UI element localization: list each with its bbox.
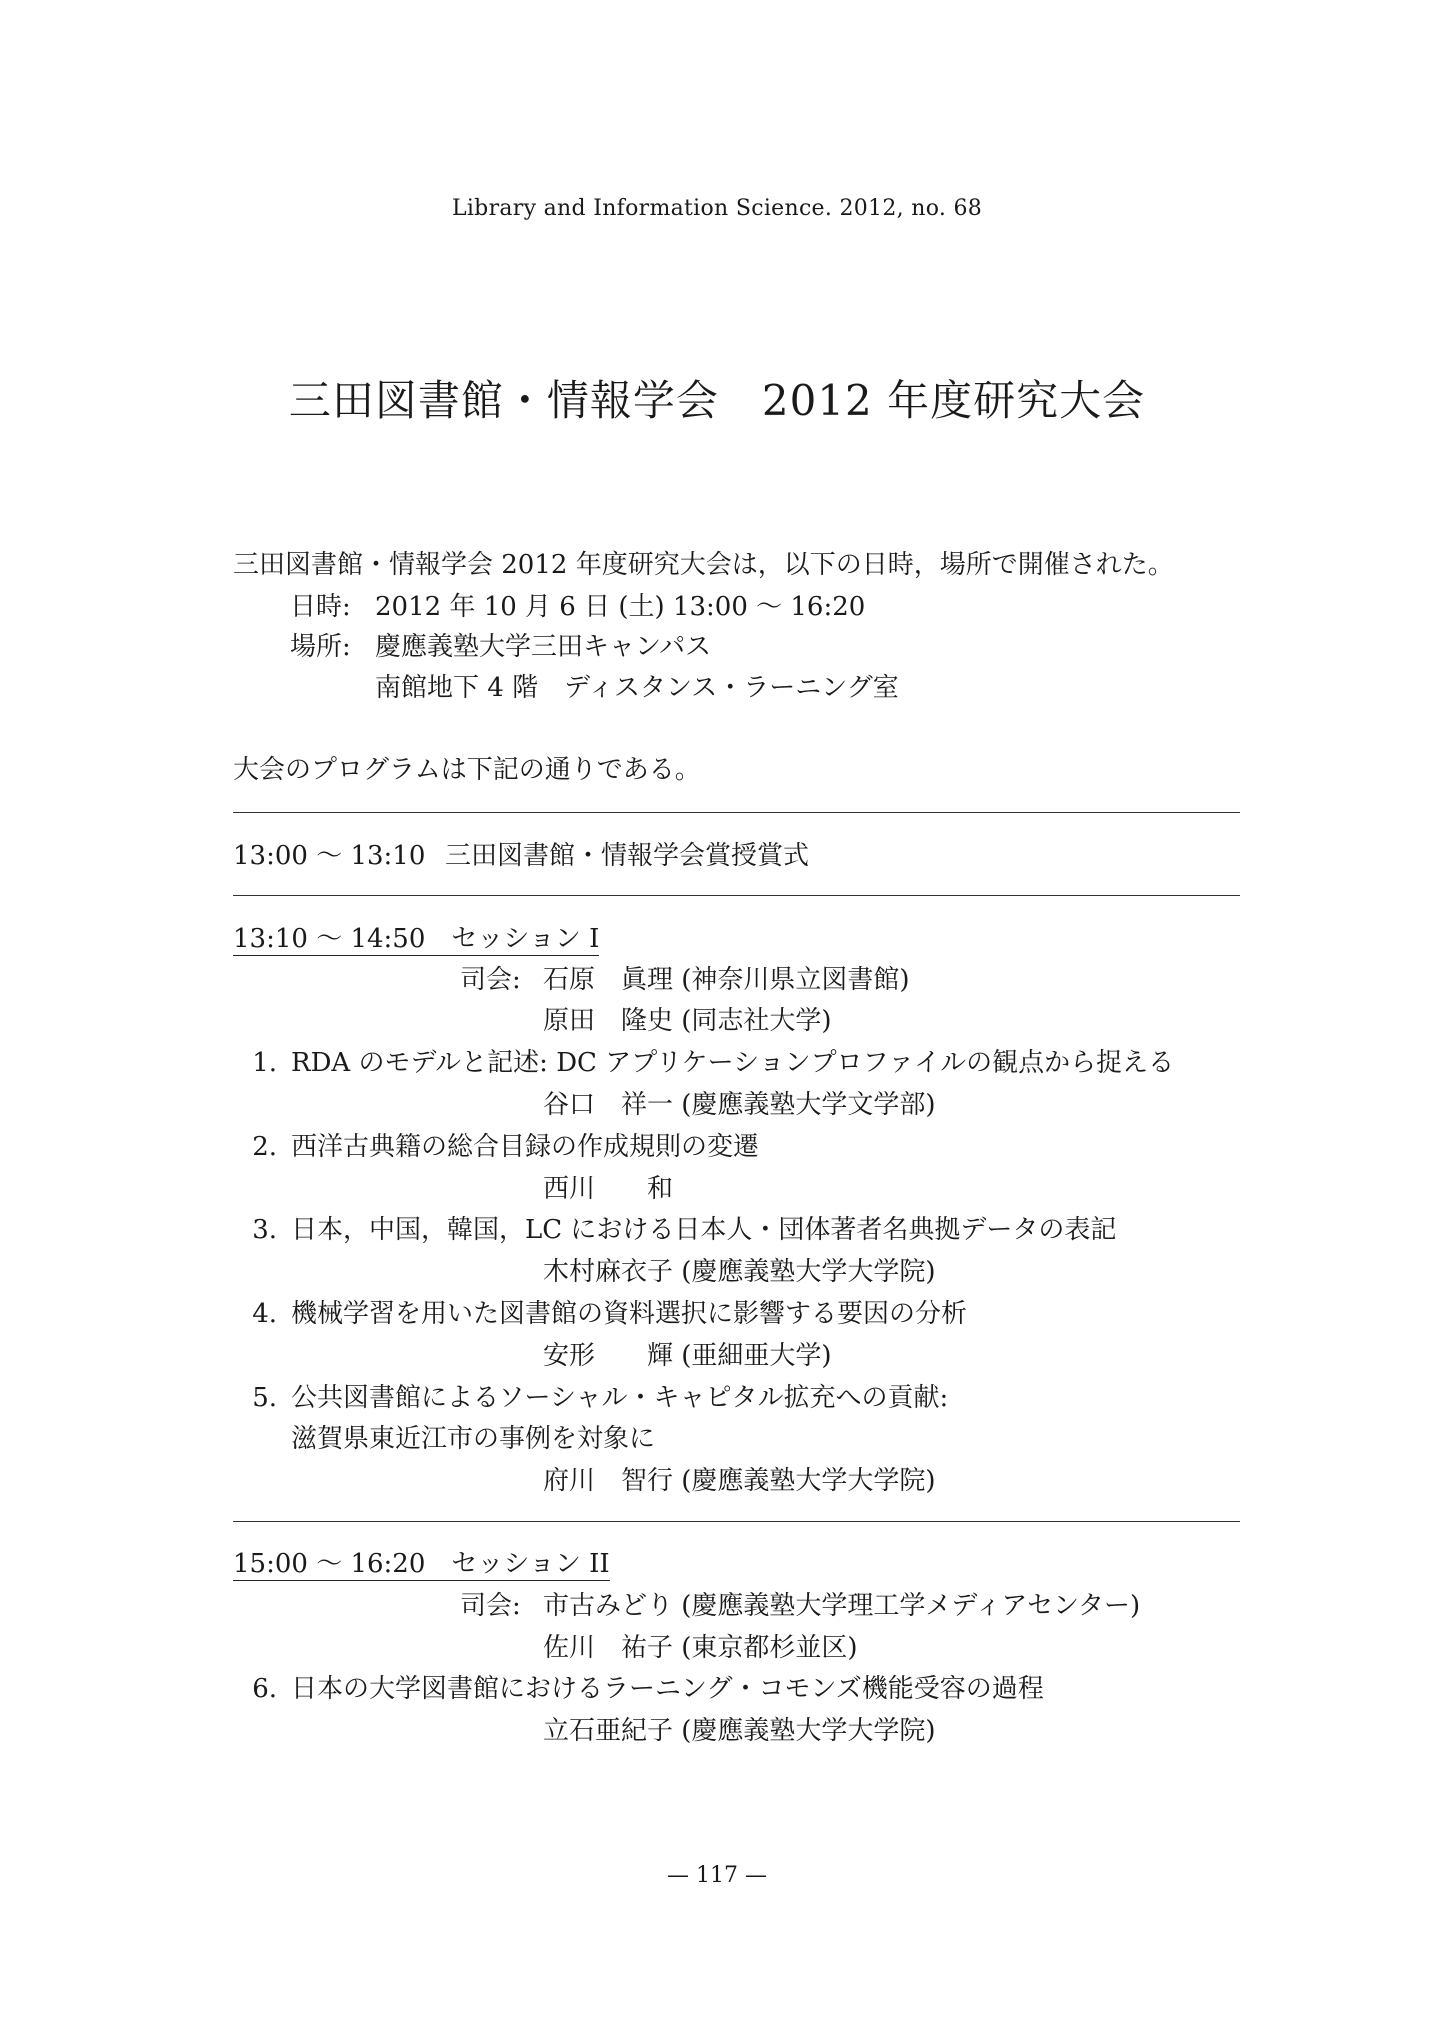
session2-chair-label: 司会: (460, 1591, 521, 1621)
talk-title: 6. 日本の大学図書館におけるラーニング・コモンズ機能受容の過程 (252, 1674, 1044, 1704)
talk-title: 5. 公共図書館によるソーシャル・キャピタル拡充への貢献: (252, 1383, 949, 1413)
session2-chair-2: 佐川 祐子 (東京都杉並区) (543, 1633, 858, 1663)
date-value: 2012 年 10 月 6 日 (土) 13:00 〜 16:20 (375, 592, 866, 622)
ceremony-name: 三田図書館・情報学会賞授賞式 (445, 841, 810, 871)
divider (233, 1521, 1240, 1522)
ceremony-time: 13:00 〜 13:10 (233, 841, 426, 871)
talk-speaker: 谷口 祥一 (慶應義塾大学文学部) (543, 1090, 936, 1120)
talk-title-continued: 滋賀県東近江市の事例を対象に (291, 1424, 656, 1454)
talk-speaker: 西川 和 (543, 1174, 674, 1204)
divider (233, 895, 1240, 896)
place-line-1: 慶應義塾大学三田キャンパス (375, 632, 712, 662)
session2-chair-1: 市古みどり (慶應義塾大学理工学メディアセンター) (543, 1591, 1141, 1621)
talk-title: 4. 機械学習を用いた図書館の資料選択に影響する要因の分析 (252, 1299, 968, 1329)
talk-speaker: 立石亜紀子 (慶應義塾大学大学院) (543, 1716, 936, 1746)
talk-speaker: 府川 智行 (慶應義塾大学大学院) (543, 1466, 936, 1496)
divider (233, 812, 1240, 813)
intro-sentence: 三田図書館・情報学会 2012 年度研究大会は，以下の日時，場所で開催された。 (233, 550, 1174, 580)
session1-chair-label: 司会: (460, 965, 521, 995)
session2-heading: 15:00 〜 16:20 セッション II (233, 1549, 610, 1579)
talk-speaker: 木村麻衣子 (慶應義塾大学大学院) (543, 1257, 936, 1287)
journal-header: Library and Information Science. 2012, no. 68 (451, 196, 983, 221)
page-number: — 117 — (667, 1863, 767, 1888)
talk-title: 1. RDA のモデルと記述: DC アプリケーションプロファイルの観点から捉える (252, 1048, 1175, 1078)
place-label: 場所: (290, 632, 351, 662)
place-line-2: 南館地下 4 階 ディスタンス・ラーニング室 (375, 673, 899, 703)
session1-heading: 13:10 〜 14:50 セッション I (233, 924, 600, 954)
session1-chair-1: 石原 眞理 (神奈川県立図書館) (543, 965, 910, 995)
talk-title: 3. 日本，中国，韓国，LC における日本人・団体著者名典拠データの表記 (252, 1215, 1117, 1245)
talk-speaker: 安形 輝 (亜細亜大学) (543, 1341, 832, 1371)
page-title: 三田図書館・情報学会 2012 年度研究大会 (288, 376, 1146, 425)
session1-chair-2: 原田 隆史 (同志社大学) (543, 1006, 832, 1036)
date-label: 日時: (290, 592, 351, 622)
talk-title: 2. 西洋古典籍の総合目録の作成規則の変遷 (252, 1132, 760, 1162)
program-note: 大会のプログラムは下記の通りである。 (233, 755, 701, 785)
